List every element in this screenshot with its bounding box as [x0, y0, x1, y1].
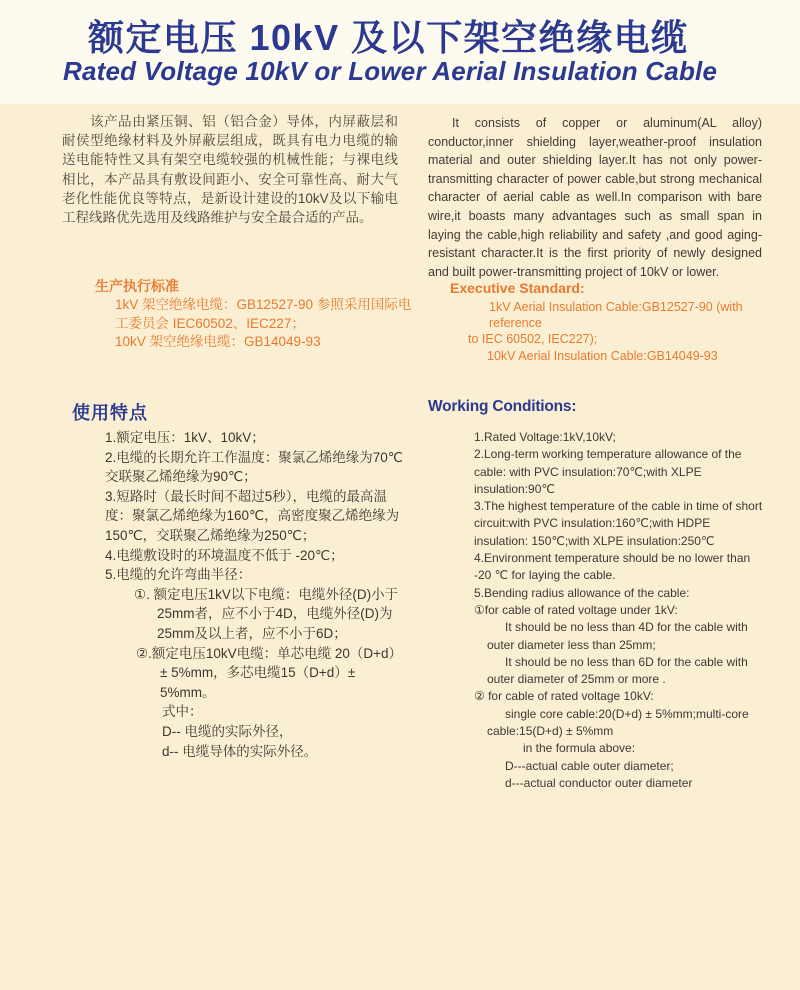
sub-list-item: ②.额定电压10kV电缆：单芯电缆 20（D+d）± 5%mm，多芯电缆15（D+d）± 5%mm。: [136, 645, 403, 700]
document-header: [0, 0, 800, 104]
sub-list-label: ①for cable of rated voltage under 1kV:: [474, 602, 678, 617]
standard-item: 1kV 架空绝缘电缆：GB12527-90 参照采用国际电工委员会 IEC60502、IEC227；: [115, 297, 412, 331]
production-standard-list: [115, 296, 415, 352]
page-title-chinese: 额定电压 10kV 及以下架空绝缘电缆: [88, 17, 689, 58]
list-item: 2.电缆的长期允许工作温度：聚氯乙烯绝缘为70℃ 交联聚乙烯绝缘为90℃；: [105, 449, 403, 485]
page-title-english: Rated Voltage 10kV or Lower Aerial Insulation Cable: [63, 56, 718, 86]
sub-list-label: ② for cable of rated voltage 10kV:: [474, 689, 654, 704]
standard-line: 1kV Aerial Insulation Cable:GB12527-90 (with reference: [489, 300, 743, 331]
sub-list-item: It should be no less than 6D for the cable with outer diameter of 25mm or more .: [487, 654, 748, 687]
standard-line: to IEC 60502, IEC227);: [468, 332, 598, 347]
working-conditions-list: [474, 429, 767, 792]
working-conditions-heading: Working Conditions:: [428, 398, 577, 415]
production-standard-heading: 生产执行标准: [95, 278, 179, 294]
list-item: 4.Environment temperature should be no lower than -20 ℃ for laying the cable.: [474, 551, 751, 583]
executive-standard-heading: Executive Standard:: [450, 280, 585, 296]
list-item: 3.The highest temperature of the cable in time of short circuit:with PVC insulation:160℃;with HDPE insulation: 150℃;with XLPE insulation:250℃: [474, 499, 763, 548]
formula-line: d-- 电缆导体的实际外径。: [162, 743, 318, 759]
formula-line: d---actual conductor outer diameter: [505, 775, 693, 790]
list-item: 3.短路时（最长时间不超过5秒），电缆的最高温度：聚氯乙烯绝缘为160℃，高密度聚乙烯绝缘为150℃，交联聚乙烯绝缘为250℃；: [105, 488, 400, 543]
list-item: 5.Bending radius allowance of the cable:: [474, 585, 690, 600]
list-item: 1.额定电压：1kV、10kV；: [105, 430, 265, 445]
formula-line: D-- 电缆的实际外径，: [162, 723, 293, 739]
list-item: 1.Rated Voltage:1kV,10kV;: [474, 430, 616, 444]
formula-label: in the formula above:: [523, 741, 636, 756]
usage-features-list: [105, 428, 406, 761]
standard-line: 10kV Aerial Insulation Cable:GB14049-93: [487, 348, 718, 363]
intro-paragraph-english: It consists of copper or aluminum(AL alloy) conductor,inner shielding layer,weather-proof insulation material and outer shielding layer.It has not only power-transmitting character of power cable,but strong mechanical character of aerial cable as well.In comparison with bare wire,it boasts many advantages such as small span in laying the cable,high reliability and safety ,and good aging-resistant character.It is the first priority of newly designed and built power-transmitting project of 10kV or lower.: [428, 116, 762, 279]
executive-standard-list: [455, 299, 775, 364]
standard-item: 10kV 架空绝缘电缆：GB14049-93: [115, 334, 321, 349]
list-item: 5.电缆的允许弯曲半径：: [105, 567, 252, 583]
intro-paragraph-chinese: 该产品由紧压铜、铝（铝合金）导体，内屏蔽层和耐侯型绝缘材料及外屏蔽层组成，既具有电力电缆的输送电能特性又具有架空电缆较强的机械性能；与裸电线相比，本产品具有敷设间距小、安全可靠性高、耐大气老化性能优良等特点，是新设计建设的10kV及以下输电工程线路优先选用及线路维护与安全最合适的产品。: [62, 114, 398, 226]
formula-label: 式中：: [162, 704, 203, 720]
list-item: 4.电缆敷设时的环境温度不低于 -20℃；: [105, 547, 344, 563]
list-item: 2.Long-term working temperature allowance of the cable: with PVC insulation:70℃;with XLPE insulation:90℃: [474, 447, 742, 496]
formula-line: D---actual cable outer diameter;: [505, 758, 674, 773]
sub-list-item: ①. 额定电压1kV以下电缆：电缆外径(D)小于25mm者，应不小于4D，电缆外径(D)为25mm及以上者，应不小于6D；: [134, 586, 399, 641]
sub-list-item: It should be no less than 4D for the cable with outer diameter less than 25mm;: [487, 620, 748, 652]
sub-list-item: single core cable:20(D+d) ± 5%mm;multi-core cable:15(D+d) ± 5%mm: [487, 706, 749, 739]
usage-features-heading: 使用特点: [72, 403, 148, 423]
